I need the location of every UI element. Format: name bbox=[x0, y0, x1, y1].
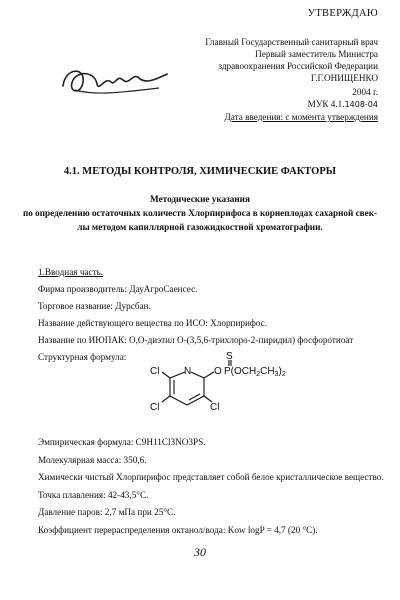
manufacturer-line: Фирма производитель: ДауАгроСаенсес. bbox=[38, 284, 198, 294]
mouk-code: МУК 4.1. bbox=[307, 99, 345, 109]
page-number: 30 bbox=[194, 545, 206, 559]
intro-section bbox=[38, 264, 380, 366]
approval-line-3: здравоохранения Российской Федерации bbox=[218, 61, 378, 71]
chlorine-bottom-left: Cl bbox=[150, 402, 160, 413]
appearance-line: Химически чистый Хлорпирифос представляет собой белое кристаллическое вещество. bbox=[38, 472, 384, 482]
empirical-formula: C9H11Cl3NO3PS. bbox=[135, 437, 206, 447]
structural-formula bbox=[140, 351, 300, 428]
method-title-line-2: по определению остаточных количеств Хлорпирифоса в корнеплодах сахарной свек- bbox=[22, 208, 378, 218]
introduction-date: Дата введения: с момента утверждения bbox=[224, 112, 378, 122]
section-title: 4.1. МЕТОДЫ КОНТРОЛЯ, ХИМИЧЕСКИЕ ФАКТОРЫ bbox=[63, 166, 337, 177]
method-title-line-3: лы методом капиллярной газожидкостной хроматографии. bbox=[77, 222, 323, 232]
approval-line-2: Первый заместитель Министра bbox=[255, 49, 378, 59]
chlorine-bottom-right: Cl bbox=[210, 402, 220, 413]
chlorine-top-left: Cl bbox=[150, 366, 160, 377]
empirical-formula-line: Эмпирическая формула: C9H11Cl3NO3PS. bbox=[38, 437, 206, 447]
phosphate-group: $P(OCH_2CH_3)_2$ bbox=[224, 366, 286, 378]
signature-row bbox=[205, 72, 378, 86]
molecular-mass-line: Молекулярная масса: 350,6. bbox=[38, 454, 147, 465]
iupac-name-line: Название по ИЮПАК: О,О-диэтил О-(3,5,6-трихлоро-2-пиридил) фосфоротиоат bbox=[38, 335, 354, 345]
approval-heading: УТВЕРЖДАЮ bbox=[307, 8, 378, 19]
structural-formula-label: Структурная формула: bbox=[38, 352, 127, 362]
sulfur-atom: S bbox=[226, 351, 233, 362]
nitrogen-atom: N bbox=[184, 366, 192, 377]
approval-block bbox=[205, 8, 378, 123]
method-title-line-1: Методические указания bbox=[150, 194, 250, 204]
method-title bbox=[18, 192, 382, 234]
mouk-code-handwritten: 1408-04 bbox=[344, 100, 378, 109]
oxygen-atom: O bbox=[214, 366, 222, 377]
vapor-pressure-line: Давление паров: 2,7 мПа при 25°С. bbox=[38, 507, 176, 517]
properties-section bbox=[38, 434, 388, 539]
intro-heading: 1.Вводная часть. bbox=[38, 267, 104, 277]
trade-name-line: Торговое название: Дурсбан. bbox=[38, 301, 151, 311]
iso-name-line: Название действующего вещества по ИСО: Хлорпирифос. bbox=[38, 318, 268, 328]
approval-code bbox=[205, 98, 378, 111]
signature-image bbox=[55, 62, 175, 100]
approval-year: 2004 г. bbox=[352, 87, 378, 97]
partition-coefficient-line: Коэффициент перераспределения октанол/вода: Kow logP = 4,7 (20 °С). bbox=[38, 524, 318, 535]
melting-point-line: Точка плавления: 42-43,5°С. bbox=[38, 489, 149, 500]
signer-name: Г.Г.ОНИЩЕНКО bbox=[310, 73, 378, 83]
approval-line-1: Главный Государственный санитарный врач bbox=[205, 37, 378, 47]
